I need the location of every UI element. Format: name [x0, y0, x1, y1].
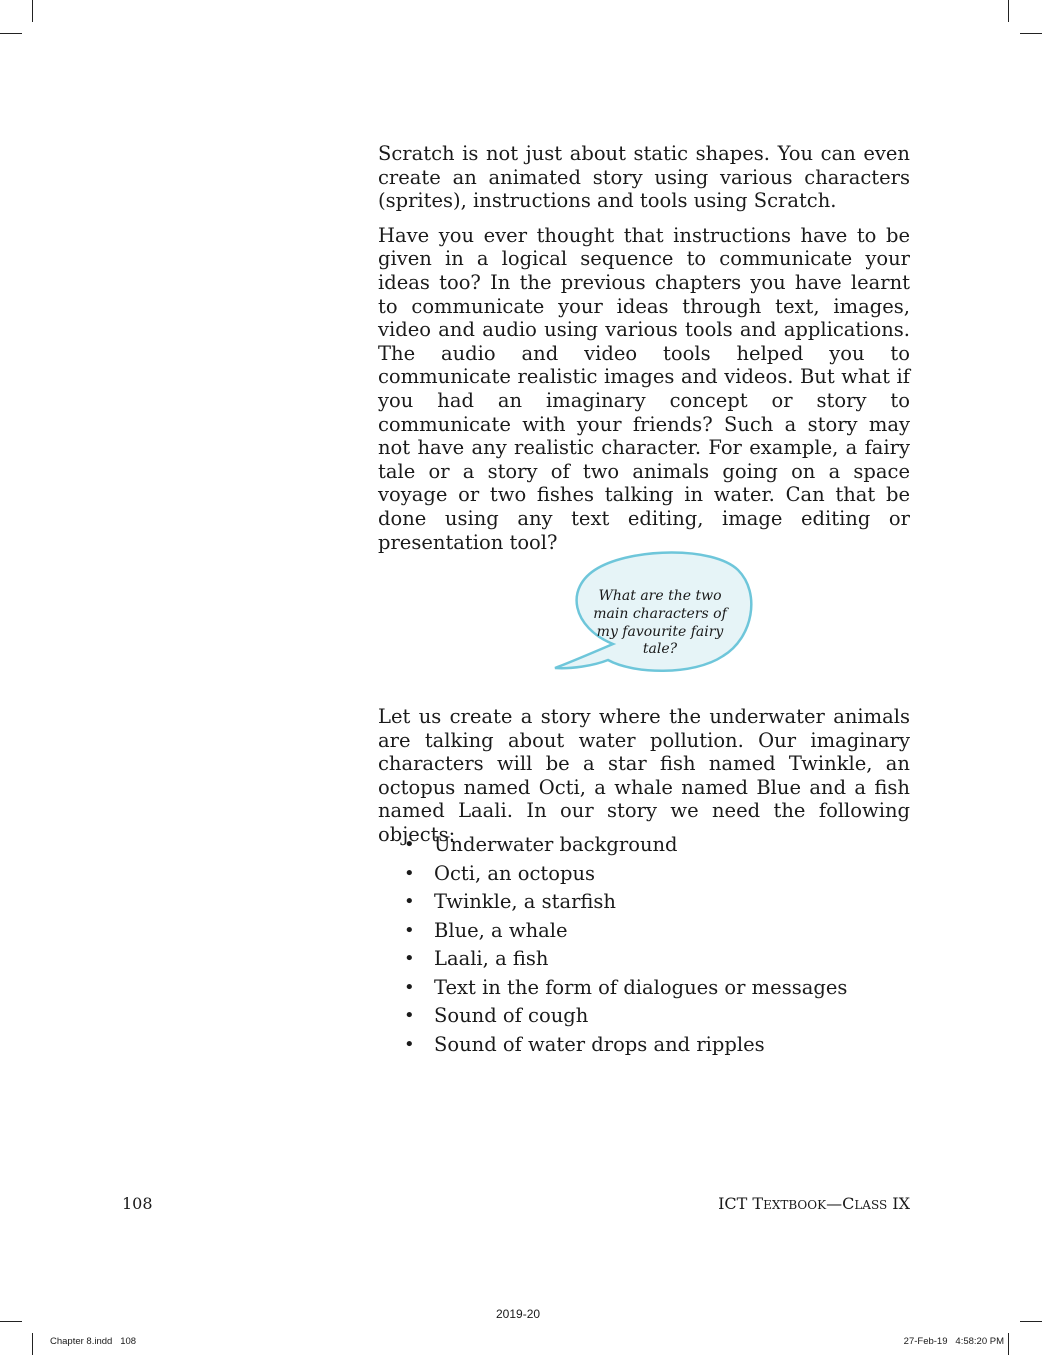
- page-number: 108: [122, 1194, 153, 1213]
- objects-list: [400, 831, 847, 1059]
- running-title-part: ICT T: [718, 1194, 764, 1213]
- slug-timestamp: 27-Feb-19 4:58:20 PM: [903, 1336, 1004, 1347]
- crop-mark: [1020, 33, 1042, 34]
- list-item: • Underwater background: [400, 831, 847, 860]
- list-item: • Text in the form of dialogues or messages: [400, 974, 847, 1003]
- list-item: • Blue, a whale: [400, 917, 847, 946]
- crop-mark: [1008, 1333, 1009, 1355]
- running-title-part: LASS: [854, 1198, 888, 1212]
- running-title-part: EXTBOOK: [763, 1198, 827, 1212]
- running-title-part: IX: [887, 1194, 910, 1213]
- slug-file: Chapter 8.indd 108: [50, 1336, 137, 1347]
- speech-bubble: [553, 548, 758, 676]
- list-item: • Sound of cough: [400, 1002, 847, 1031]
- paragraph-intro: Scratch is not just about static shapes. You can even create an animated story using various characters (sprites), instructions and tools using Scratch.: [378, 142, 910, 213]
- year-label: 2019-20: [496, 1307, 541, 1321]
- list-item: • Twinkle, a starfish: [400, 888, 847, 917]
- list-item: • Octi, an octopus: [400, 860, 847, 889]
- crop-mark: [32, 0, 33, 22]
- crop-mark: [32, 1333, 33, 1355]
- running-title: [718, 1194, 910, 1213]
- list-item: • Sound of water drops and ripples: [400, 1031, 847, 1060]
- crop-mark: [1008, 0, 1009, 22]
- crop-mark: [0, 1321, 22, 1322]
- list-item: • Laali, a fish: [400, 945, 847, 974]
- paragraph-instructions: Have you ever thought that instructions have to be given in a logical sequence to communicate your ideas too? In the previous chapters you have learnt to communicate your ideas through text, images, video and audio using various tools and applications. The audio and video tools helped you to communicate realistic images and videos. But what if you had an imaginary concept or story to communicate with your friends? Such a story may not have any realistic character. For example, a fairy tale or a story of two animals going on a space voyage or two fishes talking in water. Can that be done using any text editing, image editing or presentation tool?: [378, 223, 910, 554]
- body-column: [378, 142, 910, 565]
- running-title-part: —C: [826, 1194, 855, 1213]
- bubble-text: What are the two main characters of my favourite fairy tale?: [593, 588, 727, 658]
- paragraph-story: Let us create a story where the underwater animals are talking about water pollution. Our imaginary characters will be a star fish named Twinkle, an octopus named Octi, a whale named Blue and a fish named Laali. In our story we need the following objects:: [378, 705, 910, 846]
- crop-mark: [0, 33, 22, 34]
- crop-mark: [1020, 1321, 1042, 1322]
